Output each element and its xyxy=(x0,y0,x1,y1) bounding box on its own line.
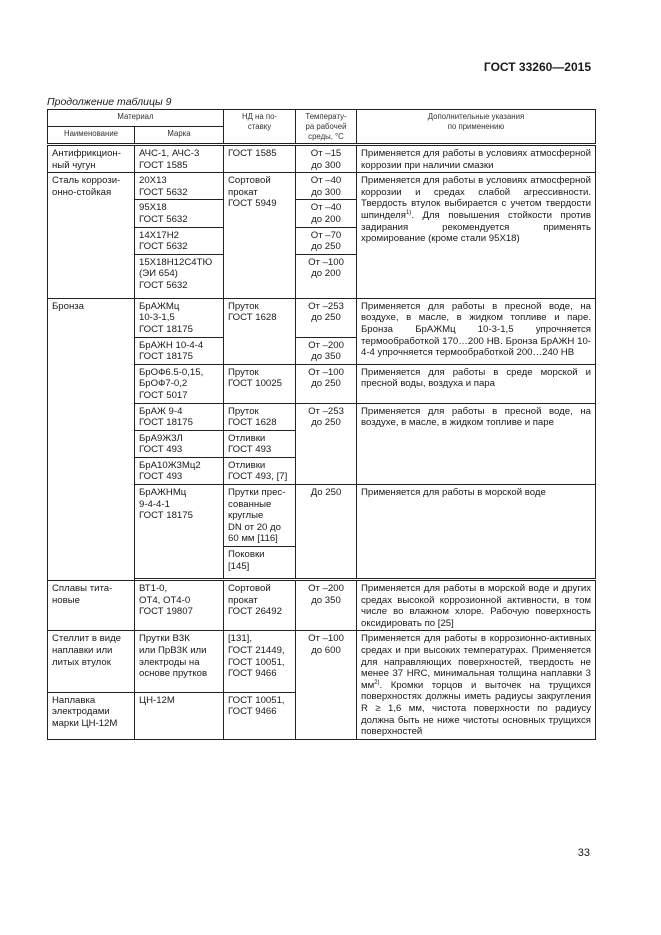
header-row xyxy=(48,110,596,127)
usage-note: Применяется для работы в условиях атмосферной коррозии при наличии смазки xyxy=(357,146,596,173)
material-grade: БрА10Ж3Мц2 ГОСТ 493 xyxy=(135,457,224,484)
materials-table xyxy=(47,109,596,740)
temperature-range: От –200 до 350 xyxy=(296,581,357,631)
header-temperature: Температу- ра рабочей среды, °С xyxy=(296,110,357,144)
temperature-range: От –100 до 600 xyxy=(296,631,357,739)
material-grade: ЦН-12М xyxy=(135,692,224,739)
temperature-range: От –100 до 250 xyxy=(296,364,357,403)
nd-standard: Пруток ГОСТ 10025 xyxy=(224,364,296,403)
table-row xyxy=(48,298,596,337)
material-name: Стеллит в виде наплавки или литых втулок xyxy=(48,631,135,692)
temperature-range: От –40 до 300 xyxy=(296,173,357,200)
nd-standard: Сортовой прокат ГОСТ 26492 xyxy=(224,581,296,631)
header-notes: Дополнительные указания по применению xyxy=(357,110,596,144)
material-name: Бронза xyxy=(48,298,135,580)
nd-standard: Поковки [145] xyxy=(224,547,296,579)
temperature-range: От –40 до 200 xyxy=(296,200,357,227)
material-name: Наплавка электродами марки ЦН-12М xyxy=(48,692,135,739)
material-grade: БрОФ6.5-0,15, БрОФ7-0,2 ГОСТ 5017 xyxy=(135,364,224,403)
temperature-range: От –100 до 200 xyxy=(296,254,357,298)
material-name: Антифрикцион- ный чугун xyxy=(48,146,135,173)
table-row xyxy=(48,173,596,200)
nd-standard: Отливки ГОСТ 493 xyxy=(224,430,296,457)
temperature-range: От –253 до 250 xyxy=(296,298,357,337)
usage-note: Применяется для работы в морской воде и других средах высокой коррозионной активности, в том числе во влажном хлоре. Рабочую поверхность оксидировать по [25] xyxy=(357,581,596,631)
material-name: Сталь коррози- онно-стойкая xyxy=(48,173,135,299)
material-grade: АЧС-1, АЧС-3 ГОСТ 1585 xyxy=(135,146,224,173)
nd-standard: Пруток ГОСТ 1628 xyxy=(224,298,296,364)
usage-note: Применяется для работы в морской воде xyxy=(357,485,596,579)
nd-standard: Отливки ГОСТ 493, [7] xyxy=(224,457,296,484)
table-row xyxy=(48,631,596,692)
header-material: Материал xyxy=(48,110,224,127)
temperature-range: От –70 до 250 xyxy=(296,227,357,254)
nd-standard: [131], ГОСТ 21449, ГОСТ 10051, ГОСТ 9466 xyxy=(224,631,296,692)
temperature-range: От –253 до 250 xyxy=(296,403,357,485)
material-grade: БрАЖНМц 9-4-4-1 ГОСТ 18175 xyxy=(135,485,224,579)
usage-note: Применяется для работы в среде морской и пресной воды, воздуха и пара xyxy=(357,364,596,403)
nd-standard: ГОСТ 10051, ГОСТ 9466 xyxy=(224,692,296,739)
material-name: Сплавы тита- новые xyxy=(48,581,135,631)
usage-note: Применяется для работы в пресной воде, на воздухе, в масле, в жидком топливе и паре. Бронза БрАЖМц 10-3-1,5 упрочняется термообработкой 170…200 НВ. Бронза БрАЖН 10-4-4 упрочняется термообработкой 200…240 НВ xyxy=(357,298,596,364)
material-grade: БрА9Ж3Л ГОСТ 493 xyxy=(135,430,224,457)
header-name: Наименование xyxy=(48,127,135,144)
usage-note: Применяется для работы в условиях атмосферной коррозии и средах слабой агрессивности. Твердость втулок выбирается с учетом твердости шпинделя$^{1)}$. Для повышения стойкости против задирания рекомендуется применять хромирование (кроме стали 95Х18) xyxy=(357,173,596,299)
nd-standard: Сортовой прокат ГОСТ 5949 xyxy=(224,173,296,299)
material-grade: 95Х18 ГОСТ 5632 xyxy=(135,200,224,227)
material-grade: Прутки В3К или ПрВ3К или электроды на основе прутков xyxy=(135,631,224,692)
nd-standard: Прутки прес- сованные круглые DN от 20 до 60 мм [116] xyxy=(224,485,296,547)
document-code: ГОСТ 33260—2015 xyxy=(483,60,591,74)
table-row xyxy=(48,146,596,173)
temperature-range: До 250 xyxy=(296,485,357,579)
usage-note: Применяется для работы в коррозионно-активных средах и при высоких температурах. Применяется для направляющих поверхностей, твердость не менее 37 HRC, минимальная толщина наплавки 3 $мм^{2)}$. Кромки торцов и выточек на трущихся поверхностях должны иметь радиусы закругления R ≥ 1,6 мм, чистота поверхности по радиусу должна быть не ниже чистоты основных трущихся поверхностей xyxy=(357,631,596,739)
table-row xyxy=(48,581,596,631)
header-grade: Марка xyxy=(135,127,224,144)
material-grade: БрАЖМц 10-3-1,5 ГОСТ 18175 xyxy=(135,298,224,337)
material-grade: БрАЖ 9-4 ГОСТ 18175 xyxy=(135,403,224,430)
header-nd: НД на по- ставку xyxy=(224,110,296,144)
material-grade: 14Х17Н2 ГОСТ 5632 xyxy=(135,227,224,254)
temperature-range: От –200 до 350 xyxy=(296,337,357,364)
nd-standard: ГОСТ 1585 xyxy=(224,146,296,173)
nd-standard: Пруток ГОСТ 1628 xyxy=(224,403,296,430)
table-caption: Продолжение таблицы 9 xyxy=(47,96,172,108)
material-grade: 15Х18Н12С4ТЮ (ЭИ 654) ГОСТ 5632 xyxy=(135,254,224,298)
temperature-range: От –15 до 300 xyxy=(296,146,357,173)
material-grade: БрАЖН 10-4-4 ГОСТ 18175 xyxy=(135,337,224,364)
material-grade: ВТ1-0, ОТ4, ОТ4-0 ГОСТ 19807 xyxy=(135,581,224,631)
material-grade: 20Х13 ГОСТ 5632 xyxy=(135,173,224,200)
usage-note: Применяется для работы в пресной воде, на воздухе, в масле, в жидком топливе и паре xyxy=(357,403,596,485)
page-number: 33 xyxy=(577,847,590,859)
